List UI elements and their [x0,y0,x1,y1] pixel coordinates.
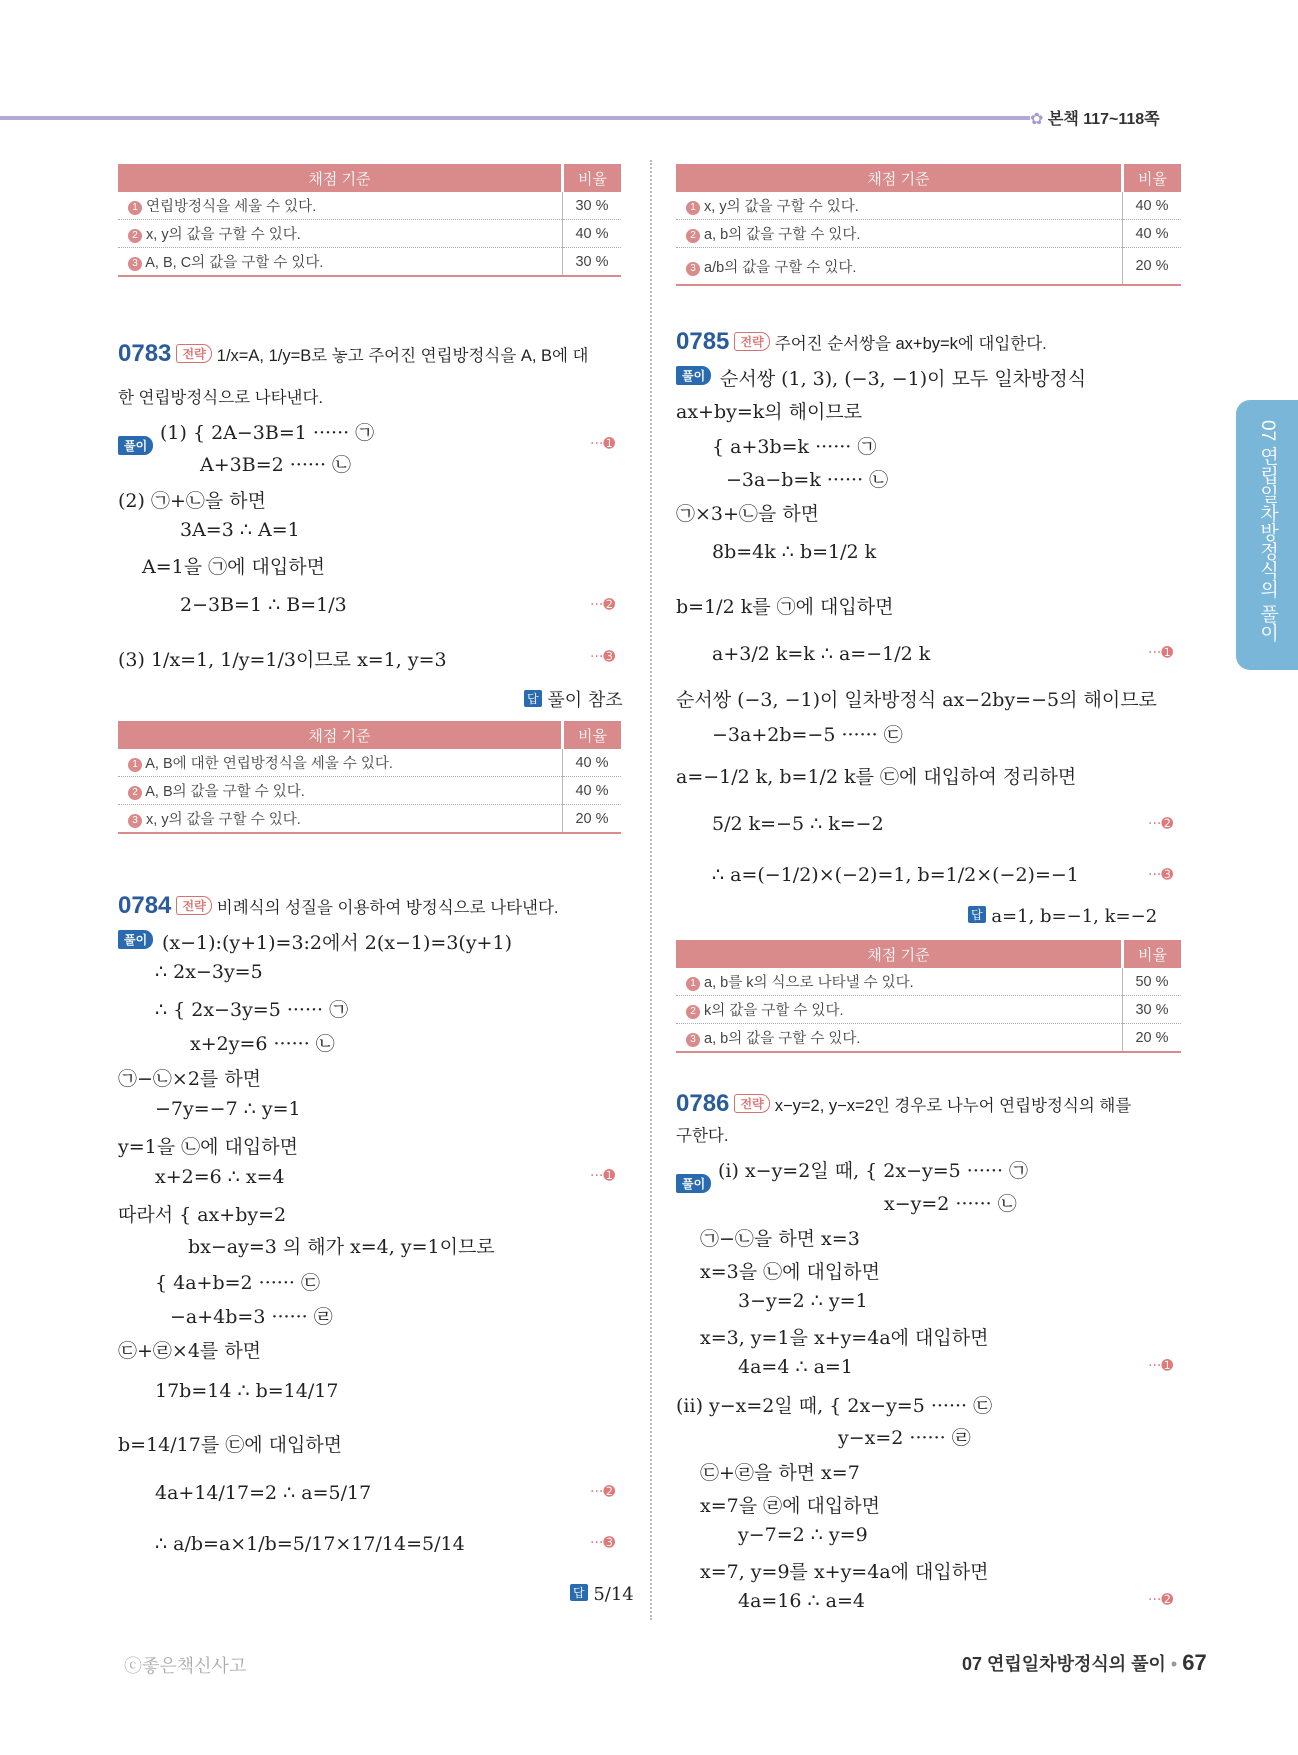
line: 순서쌍 (1, 3), (−3, −1)이 모두 일차방정식 [720,368,1087,390]
line: a+3/2 k=k ∴ a=−1/2 k [712,643,931,665]
score-mark: ···➊ [590,436,616,452]
line: 따라서 { ax+by=2 [118,1204,287,1226]
score-mark: ···➋ [590,597,616,613]
line: ㉢+㉣을 하면 x=7 [700,1462,860,1484]
line: { 4a+b=2 ······ ㉢ [155,1272,320,1294]
line: x+2=6 ∴ x=4 [155,1166,285,1188]
score-mark: ···➋ [590,1484,616,1500]
line: ∴ { 2x−3y=5 ······ ㉠ [155,999,349,1021]
line: 8b=4k ∴ b=1/2 k [712,541,877,563]
footer-chapter: 07 연립일차방정식의 풀이 • 67 [962,1650,1207,1675]
solution-tag: 풀이 [676,366,711,385]
grading-table-2: 채점 기준 비율 1 x, y의 값을 구할 수 있다. 40 % 2 a, b의 값을 구할 수 있다. 40 % 3 a/b의 값을 구할 수 있다. 20 % [676,164,1181,286]
line: (3) 1/x=1, 1/y=1/3이므로 x=1, y=3 [118,649,447,671]
line: (1) { 2A−3B=1 ······ ㉠ [160,422,375,444]
side-tab[interactable]: 07 연립일차방정식의 풀이 [1236,400,1298,670]
score-mark: ···➌ [590,1535,616,1551]
line: −7y=−7 ∴ y=1 [155,1098,301,1120]
line: 4a=16 ∴ a=4 [738,1590,866,1612]
grading-table-4: 채점 기준 비율 1 a, b를 k의 식으로 나타낼 수 있다. 50 % 2 k의 값을 구할 수 있다. 30 % 3 a, b의 값을 구할 수 있다. 20 % [676,940,1181,1053]
line: 5/2 k=−5 ∴ k=−2 [712,813,884,835]
line: ㉢+㉣×4를 하면 [118,1340,262,1362]
line: (2) ㉠+㉡을 하면 [118,490,266,512]
line: x=7, y=9를 x+y=4a에 대입하면 [700,1561,989,1583]
problem-0783-desc-cont: 한 연립방정식으로 나타낸다. [118,389,324,407]
line: ㉠−㉡×2를 하면 [118,1068,262,1090]
line: a=−1/2 k, b=1/2 k를 ㉢에 대입하여 정리하면 [676,766,1077,788]
solution-tag: 풀이 [118,930,153,949]
line: ∴ a/b=a×1/b=5/17×17/14=5/14 [155,1533,465,1555]
answer-0784: 답 5/14 [570,1584,634,1605]
line: 17b=14 ∴ b=14/17 [155,1380,339,1402]
line: ㉠−㉡을 하면 x=3 [700,1228,860,1250]
problem-0784-header: 0784 전략 비례식의 성질을 이용하여 방정식으로 나타낸다. [118,892,559,919]
page-number: 67 [1182,1650,1207,1675]
problem-0786-header: 0786 전략 x−y=2, y−x=2인 경우로 나누어 연립방정식의 해를 [676,1090,1132,1117]
line: ax+by=k의 해이므로 [676,401,863,423]
line: b=1/2 k를 ㉠에 대입하면 [676,596,894,618]
line: y−x=2 ······ ㉣ [838,1427,971,1449]
score-mark: ···➋ [1148,816,1174,832]
line: (x−1):(y+1)=3:2에서 2(x−1)=3(y+1) [162,932,512,954]
line: x=3을 ㉡에 대입하면 [700,1261,880,1283]
problem-0783-header: 0783 전략 1/x=A, 1/y=B로 놓고 주어진 연립방정식을 A, B에 대 [118,340,589,367]
publisher: ⓒ좋은책신사고 [124,1656,247,1676]
answer-0785: 답 a=1, b=−1, k=−2 [968,906,1157,927]
line: ∴ 2x−3y=5 [155,961,263,983]
line: 4a+14/17=2 ∴ a=5/17 [155,1482,372,1504]
line: { a+3b=k ······ ㉠ [712,436,877,458]
grading-table-1: 채점 기준 비율 1 연립방정식을 세울 수 있다. 30 % 2 x, y의 값을 구할 수 있다. 40 % 3 A, B, C의 값을 구할 수 있다. 30 % [118,164,621,277]
problem-0786-desc-cont: 구한다. [676,1127,729,1145]
score-mark: ···➌ [1148,867,1174,883]
grading-table-3: 채점 기준 비율 1 A, B에 대한 연립방정식을 세울 수 있다. 40 % 2 A, B의 값을 구할 수 있다. 40 % 3 x, y의 값을 구할 수 있다. 20 % [118,721,621,834]
line: 3A=3 ∴ A=1 [180,519,300,541]
score-mark: ···➊ [1148,645,1174,661]
line: x=7을 ㉣에 대입하면 [700,1495,880,1517]
flower-icon: ✿ [1030,111,1044,128]
line: −a+4b=3 ······ ㉣ [170,1306,333,1328]
line: bx−ay=3 의 해가 x=4, y=1이므로 [188,1236,495,1258]
line: ∴ a=(−1/2)×(−2)=1, b=1/2×(−2)=−1 [712,864,1079,886]
line: x=3, y=1을 x+y=4a에 대입하면 [700,1327,989,1349]
line: −3a+2b=−5 ······ ㉢ [712,724,903,746]
answer-0783: 답 풀이 참조 [524,686,623,712]
line: ㉠×3+㉡을 하면 [676,503,820,525]
problem-0785-header: 0785 전략 주어진 순서쌍을 ax+by=k에 대입한다. [676,328,1047,355]
solution-tag: 풀이 [118,436,153,455]
score-mark: ···➌ [590,649,616,665]
score-mark: ···➋ [1148,1592,1174,1608]
line: x−y=2 ······ ㉡ [884,1193,1017,1215]
line: 순서쌍 (−3, −1)이 일차방정식 ax−2by=−5의 해이므로 [676,689,1157,711]
header-range: ✿ 본책 117~118쪽 [1030,111,1160,128]
line: y=1을 ㉡에 대입하면 [118,1136,298,1158]
line: −3a−b=k ······ ㉡ [726,469,889,491]
line: (ii) y−x=2일 때, { 2x−y=5 ······ ㉢ [676,1395,993,1417]
header-rule [0,116,1030,120]
line: 2−3B=1 ∴ B=1/3 [180,594,347,616]
column-divider [650,160,652,1620]
line: b=14/17를 ㉢에 대입하면 [118,1434,343,1456]
line: 4a=4 ∴ a=1 [738,1356,853,1378]
score-mark: ···➊ [590,1168,616,1184]
line: 3−y=2 ∴ y=1 [738,1290,868,1312]
line: A+3B=2 ······ ㉡ [200,454,352,476]
score-mark: ···➊ [1148,1358,1174,1374]
line: y−7=2 ∴ y=9 [738,1524,868,1546]
line: (i) x−y=2일 때, { 2x−y=5 ······ ㉠ [718,1160,1029,1182]
line: x+2y=6 ······ ㉡ [190,1033,335,1055]
solution-tag: 풀이 [676,1174,711,1193]
line: A=1을 ㉠에 대입하면 [142,556,325,578]
